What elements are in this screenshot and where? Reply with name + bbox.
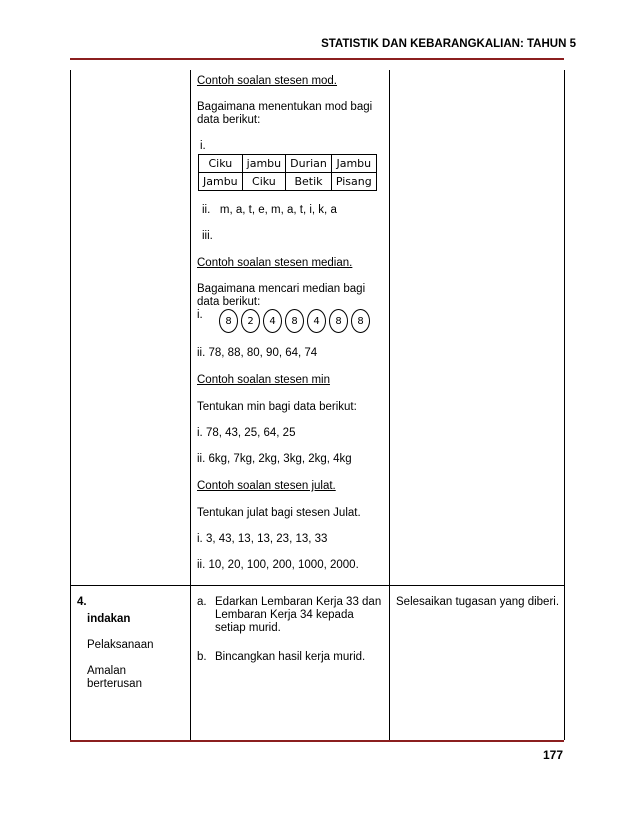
julat-item-ii: ii. 10, 20, 100, 200, 1000, 2000. <box>197 559 359 571</box>
table-cell: Ciku <box>242 173 285 191</box>
median-number-circle: 4 <box>263 309 282 333</box>
step-number: 4. <box>77 596 87 608</box>
mod-heading: Contoh soalan stesen mod. <box>197 75 338 87</box>
mod-item-ii: ii. m, a, t, e, m, a, t, i, k, a <box>202 204 337 216</box>
mod-item-i-label: i. <box>200 140 206 152</box>
table-column-divider-2 <box>389 70 390 740</box>
table-cell: Pisang <box>331 173 376 191</box>
table-cell: Ciku <box>199 155 243 173</box>
table-row <box>199 173 377 191</box>
median-number-circle: 8 <box>329 309 348 333</box>
table-cell: Jambu <box>331 155 376 173</box>
step-sub-amalan-line-2: berterusan <box>87 678 142 690</box>
activity-a-label: a. <box>197 596 207 608</box>
mod-word-table <box>198 154 377 191</box>
activity-a-line-3: setiap murid. <box>215 622 281 634</box>
median-heading: Contoh soalan stesen median. <box>197 257 353 269</box>
julat-heading: Contoh soalan stesen julat. <box>197 480 336 492</box>
step-title: indakan <box>87 613 131 625</box>
min-heading: Contoh soalan stesen min <box>197 374 330 386</box>
step-sub-pelaksanaan: Pelaksanaan <box>87 639 154 651</box>
activity-b-text: Bincangkan hasil kerja murid. <box>215 651 366 663</box>
mod-item-iii: iii. <box>202 230 213 242</box>
activity-b-label: b. <box>197 651 207 663</box>
page-number: 177 <box>542 748 563 762</box>
footer-divider <box>70 740 564 742</box>
median-question-line-1: Bagaimana mencari median bagi <box>197 283 366 295</box>
median-number-circle: 8 <box>285 309 304 333</box>
table-border-left <box>70 70 71 740</box>
table-cell: Betik <box>286 173 332 191</box>
min-item-ii: ii. 6kg, 7kg, 2kg, 3kg, 2kg, 4kg <box>197 453 352 465</box>
mod-question-line-2: data berikut: <box>197 114 261 126</box>
table-row <box>199 155 377 173</box>
julat-item-i: i. 3, 43, 13, 13, 23, 13, 33 <box>197 533 328 545</box>
step-sub-amalan-line-1: Amalan <box>87 665 126 677</box>
median-item-i-label: i. <box>197 309 203 321</box>
table-cell: Durian <box>286 155 332 173</box>
table-cell: Jambu <box>199 173 243 191</box>
median-number-circle: 4 <box>307 309 326 333</box>
julat-question: Tentukan julat bagi stesen Julat. <box>197 507 361 519</box>
activity-a-line-2: Lembaran Kerja 34 kepada <box>215 609 354 621</box>
activity-a-line-1: Edarkan Lembaran Kerja 33 dan <box>215 596 382 608</box>
page-header: STATISTIK DAN KEBARANGKALIAN: TAHUN 5 <box>321 38 576 50</box>
median-item-ii: ii. 78, 88, 80, 90, 64, 74 <box>197 347 318 359</box>
table-cell: jambu <box>242 155 285 173</box>
median-number-circle: 8 <box>351 309 370 333</box>
mod-question-line-1: Bagaimana menentukan mod bagi <box>197 101 373 113</box>
table-column-divider-1 <box>190 70 191 740</box>
median-number-circle: 8 <box>219 309 238 333</box>
median-number-circle: 2 <box>241 309 260 333</box>
median-question-line-2: data berikut: <box>197 296 261 308</box>
min-item-i: i. 78, 43, 25, 64, 25 <box>197 427 296 439</box>
step4-note-text: Selesaikan tugasan yang diberi. <box>396 596 560 608</box>
min-question: Tentukan min bagi data berikut: <box>197 401 357 413</box>
table-border-right <box>564 70 565 740</box>
